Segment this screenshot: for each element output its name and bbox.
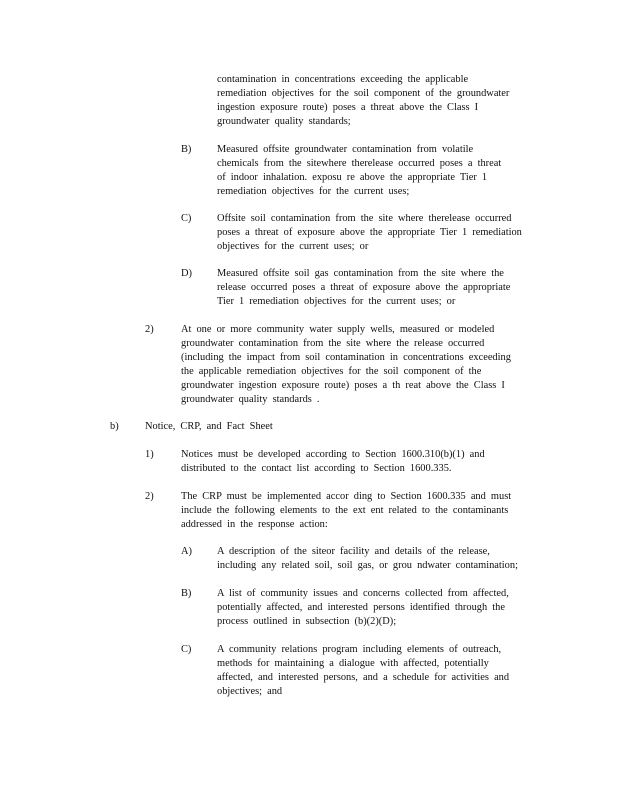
paragraph-line: including any related soil, soil gas, or grou ndwater contamination; <box>217 560 518 571</box>
paragraph-line: A description of the siteor facility and details of the release, <box>217 546 490 557</box>
paragraph-line: (including the impact from soil contamination in concentrations exceeding <box>181 352 511 363</box>
paragraph-line: include the following elements to the ext ent related to the contaminants <box>181 505 509 516</box>
paragraph-line: distributed to the contact list according to Section 1600.335. <box>181 463 452 474</box>
paragraph-line: release occurred poses a threat of exposure above the appropriate <box>217 282 511 293</box>
paragraph-line: ingestion exposure route) poses a threat above the Class I <box>217 102 479 113</box>
item-marker: C) <box>181 644 192 655</box>
item-marker: A) <box>181 546 192 557</box>
item-marker: C) <box>181 213 192 224</box>
item-marker: 2) <box>145 324 154 335</box>
paragraph-line: methods for maintaining a dialogue with affected, potentially <box>217 658 489 669</box>
paragraph-line: groundwater contamination from the site where the release occurred <box>181 338 485 349</box>
paragraph-line: Offsite soil contamination from the site where therelease occurred <box>217 213 512 224</box>
paragraph-line: A list of community issues and concerns collected from affected, <box>217 588 509 599</box>
paragraph-line: poses a threat of exposure above the appropriate Tier 1 remediation <box>217 227 522 238</box>
paragraph-line: chemicals from the sitewhere therelease occurred poses a threat <box>217 158 502 169</box>
paragraph-line: of indoor inhalation. exposu re above the appropriate Tier 1 <box>217 172 488 183</box>
paragraph-line: groundwater quality standards; <box>217 116 351 127</box>
paragraph-line: objectives for the current uses; or <box>217 241 369 252</box>
paragraph-line: the applicable remediation objectives for the soil component of the <box>181 366 482 377</box>
paragraph-line: Measured offsite soil gas contamination from the site where the <box>217 268 504 279</box>
item-marker: 1) <box>145 449 154 460</box>
item-marker: D) <box>181 268 192 279</box>
paragraph-line: process outlined in subsection (b)(2)(D); <box>217 616 397 627</box>
paragraph-line: potentially affected, and interested persons identified through the <box>217 602 505 613</box>
item-marker: 2) <box>145 491 154 502</box>
paragraph-line: objectives; and <box>217 686 283 697</box>
paragraph-line: Notices must be developed according to Section 1600.310(b)(1) and <box>181 449 485 460</box>
paragraph-line: groundwater ingestion exposure route) poses a th reat above the Class I <box>181 380 505 391</box>
paragraph-line: remediation objectives for the soil component of the groundwater <box>217 88 510 99</box>
paragraph-line: Measured offsite groundwater contamination from volatile <box>217 144 474 155</box>
paragraph-line: remediation objectives for the current uses; <box>217 186 410 197</box>
paragraph-line: The CRP must be implemented accor ding to Section 1600.335 and must <box>181 491 512 502</box>
paragraph-line: addressed in the response action: <box>181 519 328 530</box>
paragraph-line: affected, and interested persons, and a schedule for activities and <box>217 672 510 683</box>
paragraph-line: At one or more community water supply wells, measured or modeled <box>181 324 495 335</box>
section-heading: Notice, CRP, and Fact Sheet <box>145 421 273 432</box>
paragraph-line: groundwater quality standards . <box>181 394 320 405</box>
item-marker: B) <box>181 144 192 155</box>
paragraph-line: contamination in concentrations exceeding the applicable <box>217 74 469 85</box>
section-marker: b) <box>110 421 119 432</box>
paragraph-line: A community relations program including elements of outreach, <box>217 644 502 655</box>
item-marker: B) <box>181 588 192 599</box>
paragraph-line: Tier 1 remediation objectives for the current uses; or <box>217 296 456 307</box>
